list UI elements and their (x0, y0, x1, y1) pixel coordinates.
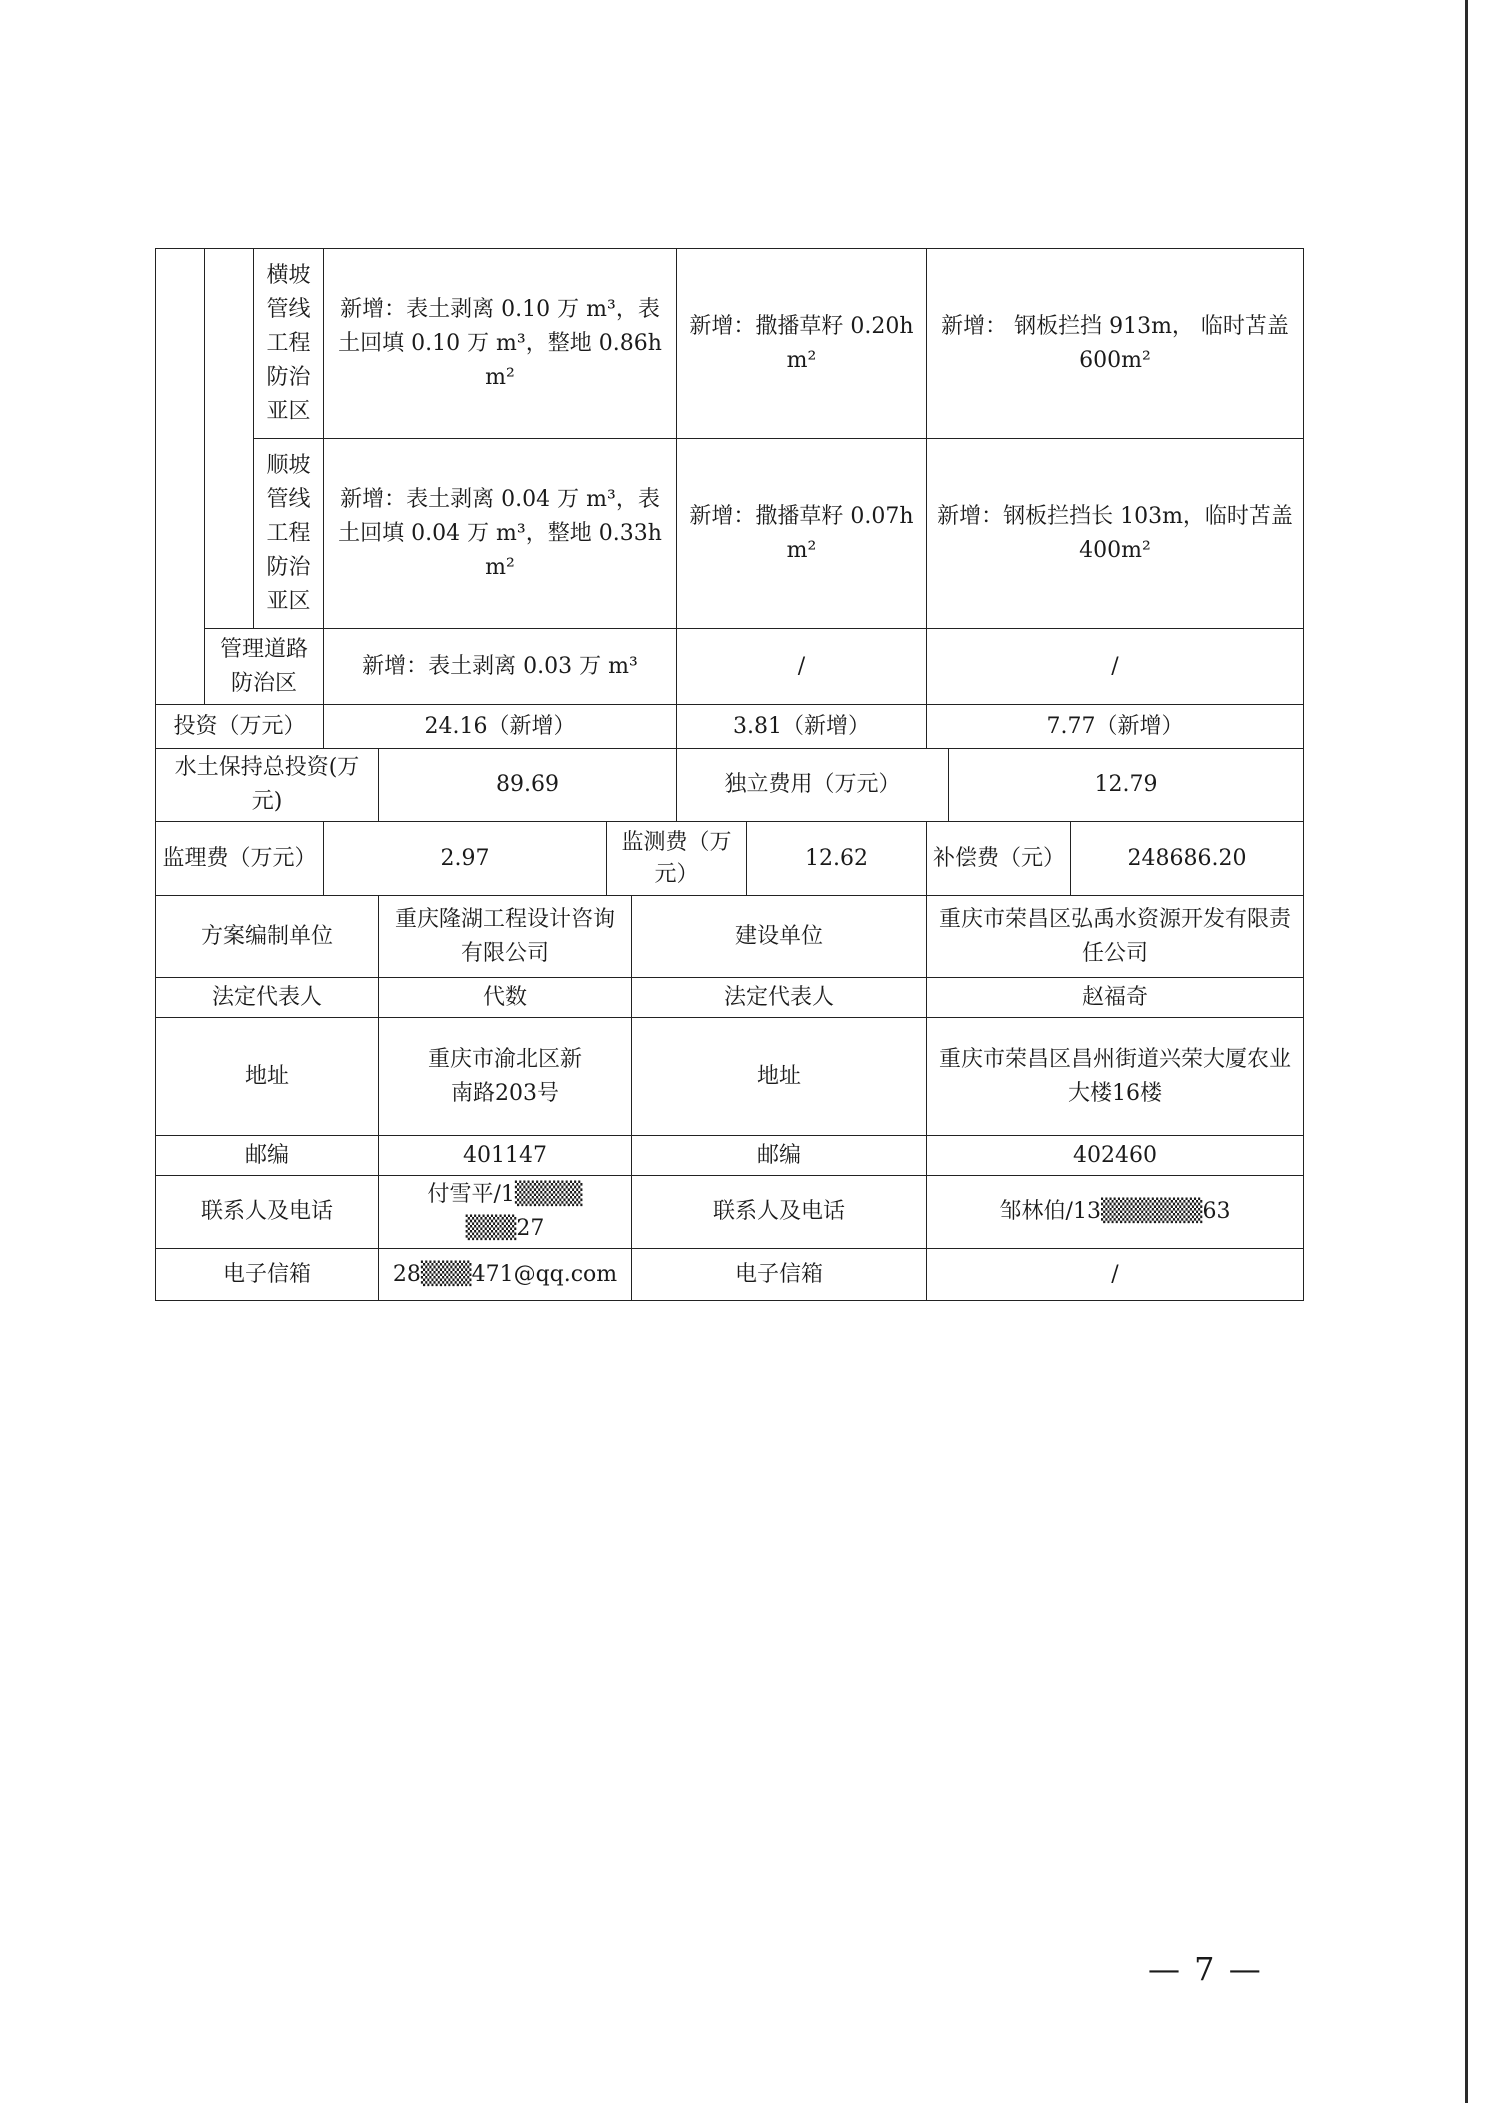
table-row (156, 1176, 1304, 1249)
plan-unit-value: 重庆隆湖工程设计咨询有限公司 (379, 896, 632, 978)
plan-unit-label: 方案编制单位 (156, 896, 379, 978)
table-row (156, 1136, 1304, 1176)
supervision-fee-value: 2.97 (324, 822, 607, 896)
contact-label-right: 联系人及电话 (632, 1176, 927, 1249)
compensation-fee-value: 248686.20 (1071, 822, 1304, 896)
plant-measure-road: / (677, 629, 927, 705)
temporary-measure-road: / (927, 629, 1304, 705)
zone-label-shunpo: 顺坡管线工程防治亚区 (254, 439, 324, 629)
address-value-left: 重庆市渝北区新南路203号 (379, 1018, 632, 1136)
table-row (156, 896, 1304, 978)
email-label-right: 电子信箱 (632, 1249, 927, 1301)
table-row (156, 629, 1304, 705)
legal-rep-label-left: 法定代表人 (156, 978, 379, 1018)
email-value-right: / (927, 1249, 1304, 1301)
legal-rep-label-right: 法定代表人 (632, 978, 927, 1018)
postcode-label-left: 邮编 (156, 1136, 379, 1176)
table-row (156, 822, 1304, 896)
address-label-right: 地址 (632, 1018, 927, 1136)
temporary-measure-shunpo: 新增：钢板拦挡长 103m，临时苫盖 400m² (927, 439, 1304, 629)
monitoring-fee-label: 监测费（万元） (607, 822, 747, 896)
table-row (156, 249, 1304, 439)
zone-label-road: 管理道路防治区 (205, 629, 324, 705)
address-value-right: 重庆市荣昌区昌州街道兴荣大厦农业大楼16楼 (927, 1018, 1304, 1136)
plant-measure-hengpo: 新增：撒播草籽 0.20hm² (677, 249, 927, 439)
address-label-left: 地址 (156, 1018, 379, 1136)
blank-cell (205, 249, 254, 629)
supervision-fee-label: 监理费（万元） (156, 822, 324, 896)
page-number: — 7 — (1148, 1950, 1263, 1988)
zone-label-hengpo: 横坡管线工程防治亚区 (254, 249, 324, 439)
contact-value-right: 邹林伯/13▒▒▒▒▒▒63 (927, 1176, 1304, 1249)
email-value-left: 28▒▒▒471@qq.com (379, 1249, 632, 1301)
legal-rep-value-left: 代数 (379, 978, 632, 1018)
postcode-label-right: 邮编 (632, 1136, 927, 1176)
temporary-measure-hengpo: 新增： 钢板拦挡 913m， 临时苫盖 600m² (927, 249, 1304, 439)
independent-cost-label: 独立费用（万元） (677, 749, 949, 822)
email-label-left: 电子信箱 (156, 1249, 379, 1301)
table-row (156, 439, 1304, 629)
build-unit-label: 建设单位 (632, 896, 927, 978)
table-row (156, 705, 1304, 749)
independent-cost-value: 12.79 (949, 749, 1304, 822)
plant-measure-shunpo: 新增：撒播草籽 0.07hm² (677, 439, 927, 629)
blank-cell (156, 249, 205, 705)
total-investment-value: 89.69 (379, 749, 677, 822)
table-row (156, 1018, 1304, 1136)
compensation-fee-label: 补偿费（元） (927, 822, 1071, 896)
postcode-value-right: 402460 (927, 1136, 1304, 1176)
total-investment-label: 水土保持总投资(万元) (156, 749, 379, 822)
investment-temporary: 7.77（新增） (927, 705, 1304, 749)
investment-plant: 3.81（新增） (677, 705, 927, 749)
monitoring-fee-value: 12.62 (747, 822, 927, 896)
engineering-measure-shunpo: 新增：表土剥离 0.04 万 m³，表土回填 0.04 万 m³，整地 0.33hm² (324, 439, 677, 629)
table-row (156, 749, 1304, 822)
contact-value-left: 付雪平/1▒▒▒▒▒▒▒27 (379, 1176, 632, 1249)
investment-label: 投资（万元） (156, 705, 324, 749)
contact-label-left: 联系人及电话 (156, 1176, 379, 1249)
engineering-measure-road: 新增：表土剥离 0.03 万 m³ (324, 629, 677, 705)
engineering-measure-hengpo: 新增：表土剥离 0.10 万 m³，表土回填 0.10 万 m³，整地 0.86hm² (324, 249, 677, 439)
page-edge-line (1465, 0, 1468, 2103)
legal-rep-value-right: 赵福奇 (927, 978, 1304, 1018)
investment-engineering: 24.16（新增） (324, 705, 677, 749)
soil-conservation-table (155, 248, 1304, 1301)
table-row (156, 1249, 1304, 1301)
postcode-value-left: 401147 (379, 1136, 632, 1176)
build-unit-value: 重庆市荣昌区弘禹水资源开发有限责任公司 (927, 896, 1304, 978)
table-row (156, 978, 1304, 1018)
